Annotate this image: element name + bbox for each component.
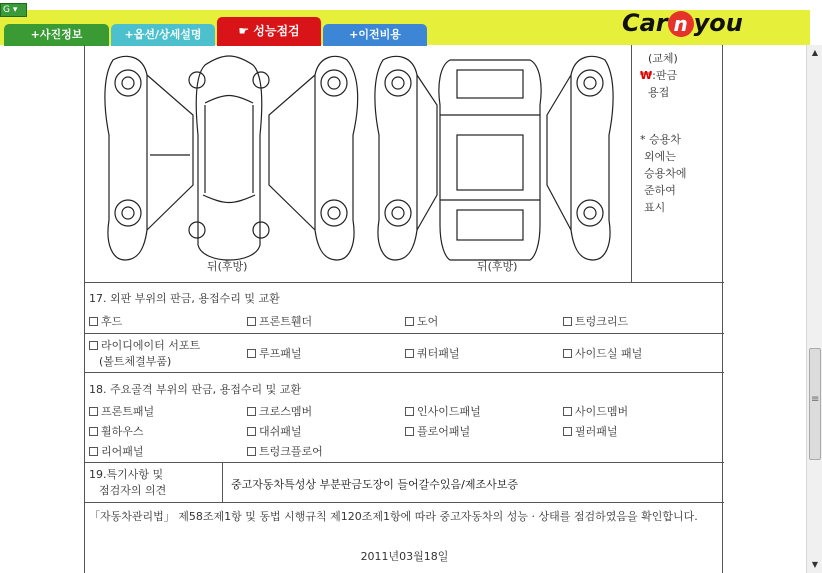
car-diagram-drawing [85, 45, 631, 283]
checkbox-trunk-floor-label: 트렁크플로어 [259, 445, 323, 458]
checkbox-front-fender-label: 프론트휀더 [259, 315, 313, 328]
checkbox-rear-panel-label: 리어패널 [101, 445, 144, 458]
checkbox-door[interactable] [405, 313, 438, 329]
legend-note-5: 표시 [644, 201, 666, 214]
hand-pointer-icon: ☛ [238, 24, 254, 38]
scroll-up-icon[interactable]: ▲ [811, 48, 819, 57]
won-icon: ₩ [640, 69, 653, 82]
legend-panel [640, 50, 687, 216]
inspection-document [84, 45, 723, 573]
logo-n-mark: n [668, 11, 694, 37]
checkbox-quarter-panel-label: 쿼터패널 [417, 347, 460, 360]
inspector-opinion-text: 중고자동차특성상 부분판금도장이 들어갈수있음/제조사보증 [231, 478, 518, 491]
checkbox-wheel-house-label: 휠하우스 [101, 425, 144, 438]
legend-line-weld: 용접 [648, 86, 670, 99]
checkbox-wheel-house[interactable] [89, 423, 144, 439]
legend-note-3: 승용차에 [644, 167, 687, 180]
section-19-divider [222, 463, 223, 503]
checkbox-roof-panel[interactable] [247, 345, 302, 361]
tab-performance-check[interactable] [217, 17, 321, 46]
checkbox-front-panel-label: 프론트패널 [101, 405, 155, 418]
legend-divider [631, 45, 632, 283]
checkbox-hood[interactable] [89, 313, 122, 329]
legend-line-replace: (교체) [648, 52, 678, 65]
checkbox-inside-panel[interactable] [405, 403, 481, 419]
legend-note-4: 준하여 [644, 184, 676, 197]
checkbox-radiator-support-label: 라이디에이터 서포트 [101, 339, 201, 352]
checkbox-dash-panel[interactable] [247, 423, 302, 439]
section-19-label-1: 19.특기사항 및 [89, 468, 164, 481]
tab-transfer-cost[interactable]: +이전비용 [323, 24, 427, 46]
logo-text-pre: Car [622, 9, 668, 37]
checkbox-floor-panel-label: 플로어패널 [417, 425, 471, 438]
section-17-title: 17. 외판 부위의 판금, 용접수리 및 교환 [89, 292, 280, 305]
checkbox-trunk-lid[interactable] [563, 313, 628, 329]
legend-note-2: 외에는 [644, 150, 676, 163]
vertical-scrollbar[interactable] [806, 45, 822, 573]
checkbox-front-fender[interactable] [247, 313, 312, 329]
tab-photo-info[interactable]: +사진정보 [4, 24, 109, 46]
carnyou-logo[interactable] [622, 6, 792, 40]
top-header [0, 0, 822, 45]
rear-label-left: 뒤(후방) [207, 260, 248, 273]
section-17-exterior-panels [85, 283, 724, 373]
legend-sheet-metal-text: :판금 [652, 69, 678, 82]
checkbox-trunk-floor[interactable] [247, 443, 323, 459]
checkbox-front-panel[interactable] [89, 403, 154, 419]
scroll-down-icon[interactable]: ▼ [811, 560, 819, 569]
menu-dropdown[interactable]: G ▾ [0, 3, 27, 17]
checkbox-door-label: 도어 [417, 315, 439, 328]
checkbox-roof-panel-label: 루프패널 [259, 347, 302, 360]
checkbox-side-member[interactable] [563, 403, 628, 419]
checkbox-side-sill-panel[interactable] [563, 345, 642, 361]
checkbox-quarter-panel[interactable] [405, 345, 460, 361]
section-19-label-2: 점검자의 의견 [99, 484, 167, 497]
checkbox-radiator-support[interactable] [89, 337, 200, 353]
rear-label-right: 뒤(후방) [477, 260, 518, 273]
checkbox-cross-member[interactable] [247, 403, 312, 419]
legend-line-sheet-metal [640, 67, 687, 84]
section-18-main-frame [85, 373, 724, 463]
checkbox-side-member-label: 사이드멤버 [575, 405, 629, 418]
top-view-frame [439, 60, 541, 260]
logo-text-post: you [693, 9, 743, 37]
checkbox-dash-panel-label: 대쉬패널 [259, 425, 302, 438]
checkbox-pillar-panel[interactable] [563, 423, 618, 439]
bolt-parts-note: (볼트체결부품) [99, 355, 172, 368]
tab-performance-check-label: 성능점검 [253, 24, 300, 38]
section-18-title: 18. 주요골격 부위의 판금, 용접수리 및 교환 [89, 383, 301, 396]
checkbox-trunk-lid-label: 트렁크리드 [575, 315, 629, 328]
section-17-divider [85, 333, 724, 334]
top-view-car [196, 56, 261, 260]
checkbox-side-sill-panel-label: 사이드실 패널 [575, 347, 643, 360]
inspection-date: 2011년03월18일 [360, 550, 449, 563]
scroll-thumb[interactable] [809, 348, 821, 460]
legend-note-1: * 승용차 [640, 133, 681, 146]
checkbox-floor-panel[interactable] [405, 423, 470, 439]
checkbox-cross-member-label: 크로스멤버 [259, 405, 313, 418]
section-19-remarks [85, 463, 724, 503]
checkbox-hood-label: 후드 [101, 315, 123, 328]
tab-options-detail[interactable]: +옵션/상세설명 [111, 24, 215, 46]
checkbox-inside-panel-label: 인사이드패널 [417, 405, 481, 418]
checkbox-pillar-panel-label: 필러패널 [575, 425, 618, 438]
checkbox-rear-panel[interactable] [89, 443, 144, 459]
car-diagram-panel [85, 45, 724, 283]
legal-statement: 「자동차관리법」 제58조제1항 및 동법 시행규칙 제120조제1항에 따라 중고자동차의 성능 · 상태를 점검하였음을 확인합니다. [89, 510, 698, 523]
